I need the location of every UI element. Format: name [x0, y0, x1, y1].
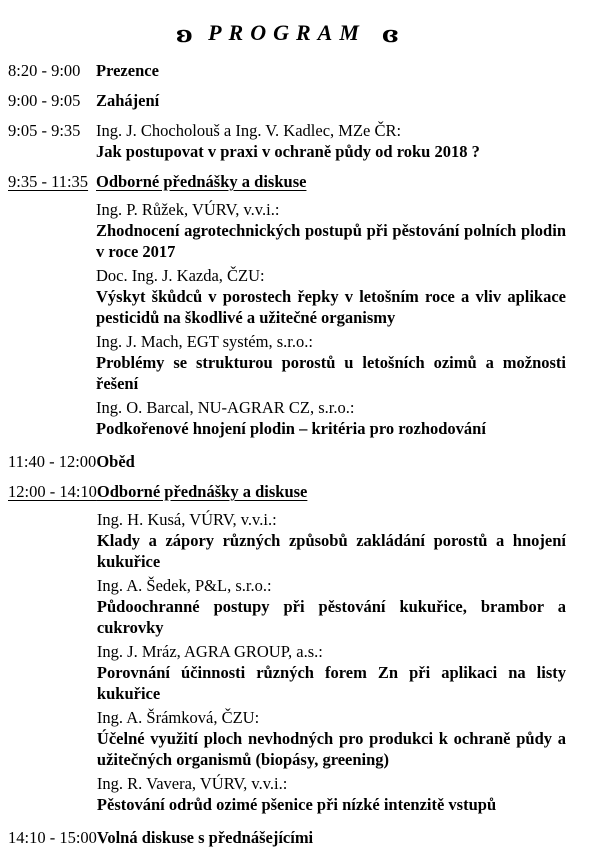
talk-title-line: Porovnání účinnosti různých forem Zn při aplikaci na listy kukuřice — [96, 663, 566, 703]
talk-item — [97, 773, 566, 815]
section-talks — [96, 199, 566, 439]
talk-item — [96, 397, 566, 439]
schedule-row — [8, 451, 566, 472]
schedule-row — [8, 60, 566, 81]
talk-title-line: Pěstování odrůd ozimé pšenice při nízké intenzitě vstupů — [96, 795, 497, 814]
talk-title-line: Účelné využití ploch nevhodných pro produkci k ochraně půdy a užitečných organismů (biopásy, greening) — [96, 729, 566, 769]
talk-title-line: Zhodnocení agrotechnických postupů při pěstování polních plodin v roce 2017 — [96, 221, 566, 261]
talk-item — [97, 641, 566, 704]
section-talks — [97, 509, 566, 815]
time-range: 9:05 - 9:35 — [8, 121, 81, 140]
speaker-line: Ing. O. Barcal, NU-AGRAR CZ, s.r.o.: — [96, 398, 355, 417]
talk-title-line: Problémy se strukturou porostů u letošních ozimů a možnosti řešení — [96, 353, 566, 393]
speaker-line: Ing. A. Šedek, P&L, s.r.o.: — [96, 576, 272, 595]
schedule-row-section — [8, 171, 566, 442]
talk-item — [97, 509, 566, 572]
talk-title-line: Jak postupovat v praxi v ochraně půdy od roku 2018 ? — [96, 142, 480, 161]
time-range: 11:40 - 12:00 — [8, 452, 97, 471]
time-range: 12:00 - 14:10 — [8, 482, 97, 501]
speaker-line: Ing. R. Vavera, VÚRV, v.v.i.: — [96, 774, 288, 793]
talk-item — [97, 575, 566, 638]
speaker-line: Doc. Ing. J. Kazda, ČZU: — [96, 266, 265, 285]
speaker-line: Ing. J. Chocholouš a Ing. V. Kadlec, MZe ČR: — [96, 121, 402, 140]
speaker-line: Ing. J. Mráz, AGRA GROUP, a.s.: — [96, 642, 323, 661]
speaker-line: Ing. A. Šrámková, ČZU: — [96, 708, 260, 727]
talk-title-line: Půdoochranné postupy při pěstování kukuřice, brambor a cukrovky — [96, 597, 566, 637]
schedule-row-section — [8, 481, 566, 818]
session-label: Prezence — [96, 61, 159, 80]
fleuron-right-icon: ɞ — [382, 21, 399, 48]
session-label: Odborné přednášky a diskuse — [96, 172, 307, 191]
talk-item — [96, 265, 566, 328]
speaker-line: Ing. H. Kusá, VÚRV, v.v.i.: — [96, 510, 277, 529]
page-title-text: PROGRAM — [208, 20, 366, 45]
fleuron-left-icon: ɞ — [175, 21, 192, 48]
talk-title-line: Podkořenové hnojení plodin – kritéria pro rozhodování — [96, 419, 486, 438]
talk-title-line: Klady a zápory různých způsobů zakládání porostů a hnojení kukuřice — [96, 531, 566, 571]
session-label: Volná diskuse s přednášejícími — [96, 828, 314, 847]
time-range: 8:20 - 9:00 — [8, 61, 81, 80]
talk-item — [97, 707, 566, 770]
session-label: Zahájení — [96, 91, 160, 110]
speaker-line: Ing. J. Mach, EGT systém, s.r.o.: — [96, 332, 313, 351]
speaker-line: Ing. P. Růžek, VÚRV, v.v.i.: — [96, 200, 280, 219]
schedule-row — [8, 90, 566, 111]
talk-item — [96, 199, 566, 262]
time-range: 9:35 - 11:35 — [8, 172, 89, 191]
session-label: Oběd — [96, 452, 135, 471]
talk-item — [96, 331, 566, 394]
talk-title-line: Výskyt škůdců v porostech řepky v letošním roce a vliv aplikace pesticidů na škodlivé a užitečné organismy — [96, 287, 566, 327]
page-title — [8, 18, 566, 50]
time-range: 9:00 - 9:05 — [8, 91, 81, 110]
time-range: 14:10 - 15:00 — [8, 828, 97, 847]
session-label: Odborné přednášky a diskuse — [96, 482, 308, 501]
schedule-row — [8, 120, 566, 162]
schedule-row — [8, 827, 566, 848]
